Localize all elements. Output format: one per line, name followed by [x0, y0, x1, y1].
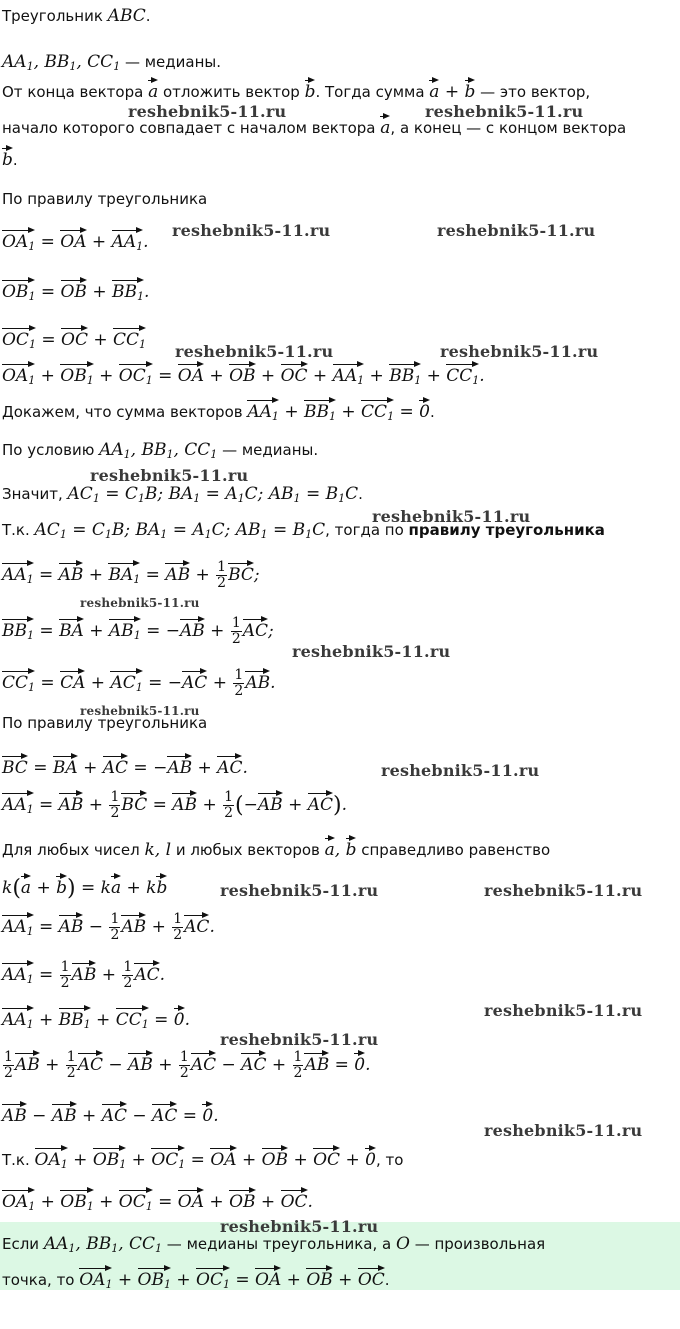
watermark: reshebnik5-11.ru [372, 507, 531, 526]
equation-cancel: AB − AB + AC − AC = 0. [2, 1106, 219, 1126]
text-line-condition: По условию $AA_1$, $BB_1$, $CC_1$ — медианы. [2, 440, 319, 461]
text-line-since-2: Т.к. $OA_1 + OB_1 + OC_1$ = OA + OB + OC + 0, то [2, 1150, 404, 1171]
text-line-rule-2: По правилу треугольника [2, 714, 208, 732]
conclusion-line-2: точка, то $OA_1 + OB_1 + OC_1$ = OA + OB + OC. [2, 1270, 390, 1291]
text-line-5: b. [2, 150, 18, 170]
watermark: reshebnik5-11.ru [292, 642, 451, 661]
equation-cc1: $CC_1$ = CA + $AC_1 = -AC$ + $\frac{1}{2}$ AB. [2, 667, 276, 699]
equation-sum: $OA_1 + OB_1 + OC_1$ = OA + OB + OC + $AA_1 + BB_1 + CC_1$. [2, 366, 485, 387]
watermark: reshebnik5-11.ru [172, 221, 331, 240]
watermark: reshebnik5-11.ru [220, 1030, 379, 1049]
equation-bc: BC = BA + AC = −AB + AC. [2, 758, 248, 778]
watermark: reshebnik5-11.ru [90, 466, 249, 485]
text-line-since: Т.к. $AC_1 = C_1B$; $BA_1 = A_1C$; $AB_1 = B_1C$, тогда по правилу треугольника [2, 520, 605, 541]
watermark: reshebnik5-11.ru [80, 596, 200, 610]
watermark: reshebnik5-11.ru [484, 1121, 643, 1140]
watermark: reshebnik5-11.ru [128, 102, 287, 121]
watermark: reshebnik5-11.ru [220, 1217, 379, 1236]
equation-aa1-simplify: $AA_1$ = AB − $\frac{1}{2}$ AB + $\frac{1}{2}$ AC. [2, 911, 215, 943]
text-line-means: Значит, $AC_1 = C_1B$; $BA_1 = A_1C$; $AB_1 = B_1C$. [2, 484, 363, 505]
text-line-3: От конца вектора a отложить вектор b. Тогда сумма a + b — это вектор, [2, 82, 591, 102]
equation-result: $OA_1 + OB_1 + OC_1$ = OA + OB + OC. [2, 1192, 313, 1213]
text-line-prove: Докажем, что сумма векторов $AA_1 + BB_1 + CC_1 = 0$. [2, 402, 435, 423]
watermark: reshebnik5-11.ru [80, 704, 200, 718]
watermark: reshebnik5-11.ru [175, 342, 334, 361]
watermark: reshebnik5-11.ru [440, 342, 599, 361]
equation-bb1: $BB_1$ = BA + $AB_1 = -AB$ + $\frac{1}{2}$ AC; [2, 615, 274, 647]
watermark: reshebnik5-11.ru [484, 881, 643, 900]
equation-medians-sum: $AA_1 + BB_1 + CC_1 = 0$. [2, 1010, 190, 1031]
equation-aa1: $AA_1$ = AB + $BA_1$ = AB + $\frac{1}{2}$ BC; [2, 559, 260, 591]
text-line-4: начало которого совпадает с началом вектора a, а конец — с концом вектора [2, 118, 627, 138]
text-line-any-numbers: Для любых чисел k, l и любых векторов a, b справедливо равенство [2, 840, 551, 860]
text-line-6: По правилу треугольника [2, 190, 208, 208]
watermark: reshebnik5-11.ru [484, 1001, 643, 1020]
equation-ob1: $OB_1$ = OB + $BB_1$. [2, 282, 150, 303]
equation-aa1-expanded: $AA_1$ = AB + $\frac{1}{2}$ BC = AB + $\frac{1}{2}$ (−AB + AC). [2, 789, 348, 821]
watermark: reshebnik5-11.ru [381, 761, 540, 780]
equation-aa1-final: $AA_1$ = $\frac{1}{2}$ AB + $\frac{1}{2}$ AC. [2, 959, 166, 991]
equation-oa1: $OA_1$ = OA + $AA_1$. [2, 232, 149, 253]
text-line-1: Треугольник ABC. [2, 6, 151, 26]
equation-oc1: $OC_1$ = OC + $CC_1$ [2, 330, 147, 351]
watermark: reshebnik5-11.ru [437, 221, 596, 240]
equation-distributive: k(a + b) = ka + kb [2, 876, 168, 901]
conclusion-line-1: Если $AA_1$, $BB_1$, $CC_1$ — медианы треугольника, а O — произвольная [2, 1234, 546, 1255]
text-line-2: $AA_1$, $BB_1$, $CC_1$ — медианы. [2, 52, 221, 73]
watermark: reshebnik5-11.ru [425, 102, 584, 121]
equation-halves: $\frac{1}{2}$ AB + $\frac{1}{2}$ AC − AB + $\frac{1}{2}$ AC − AC + $\frac{1}{2}$ AB = 0. [4, 1049, 371, 1081]
watermark: reshebnik5-11.ru [220, 881, 379, 900]
